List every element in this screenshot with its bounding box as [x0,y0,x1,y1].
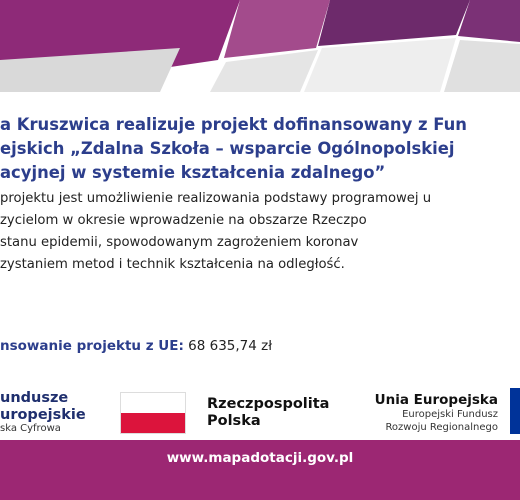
fe-subtitle: ska Cyfrowa [0,423,61,434]
funding-label: nsowanie projektu z UE: [0,338,184,354]
funding-amount [0,338,272,354]
unia-europejska-logo-text [372,392,498,434]
fundusze-europejskie-logo [0,390,86,424]
decorative-header-graphic [0,0,520,92]
project-headline [0,113,520,185]
description-line: projektu jest umożliwienie realizowania podstawy programowej u [0,191,432,206]
funding-value: 68 635,74 zł [188,338,273,354]
footer-bar [0,440,520,500]
ue-sub2: Rozwoju Regionalnego [385,422,498,433]
headline-line: a Kruszwica realizuje projekt dofinansowany z Fun [0,115,467,134]
rzeczpospolita-logo-text [207,396,329,430]
headline-line: ejskich „Zdalna Szkoła – wsparcie Ogólnopolskiej [0,139,455,158]
headline-line: acyjnej w systemie kształcenia zdalnego” [0,163,386,182]
project-description [0,188,520,276]
eu-flag-icon [510,388,520,434]
logo-bar [0,370,520,440]
polish-flag-icon [120,392,186,434]
description-line: zystaniem metod i technik kształcenia na odległość. [0,257,345,272]
fe-line2: uropejskie [0,407,86,423]
rp-line1: Rzeczpospolita [207,396,330,412]
description-line: zycielom w okresie wprowadzenie na obszarze Rzeczpo [0,213,367,228]
description-line: stanu epidemii, spowodowanym zagrożeniem koronav [0,235,359,250]
rp-line2: Polska [207,413,261,429]
ue-title: Unia Europejska [374,392,498,408]
footer-url-link[interactable]: www.mapadotacji.gov.pl [166,450,354,466]
ue-sub1: Europejski Fundusz [402,409,498,420]
fe-line1: undusze [0,390,69,406]
